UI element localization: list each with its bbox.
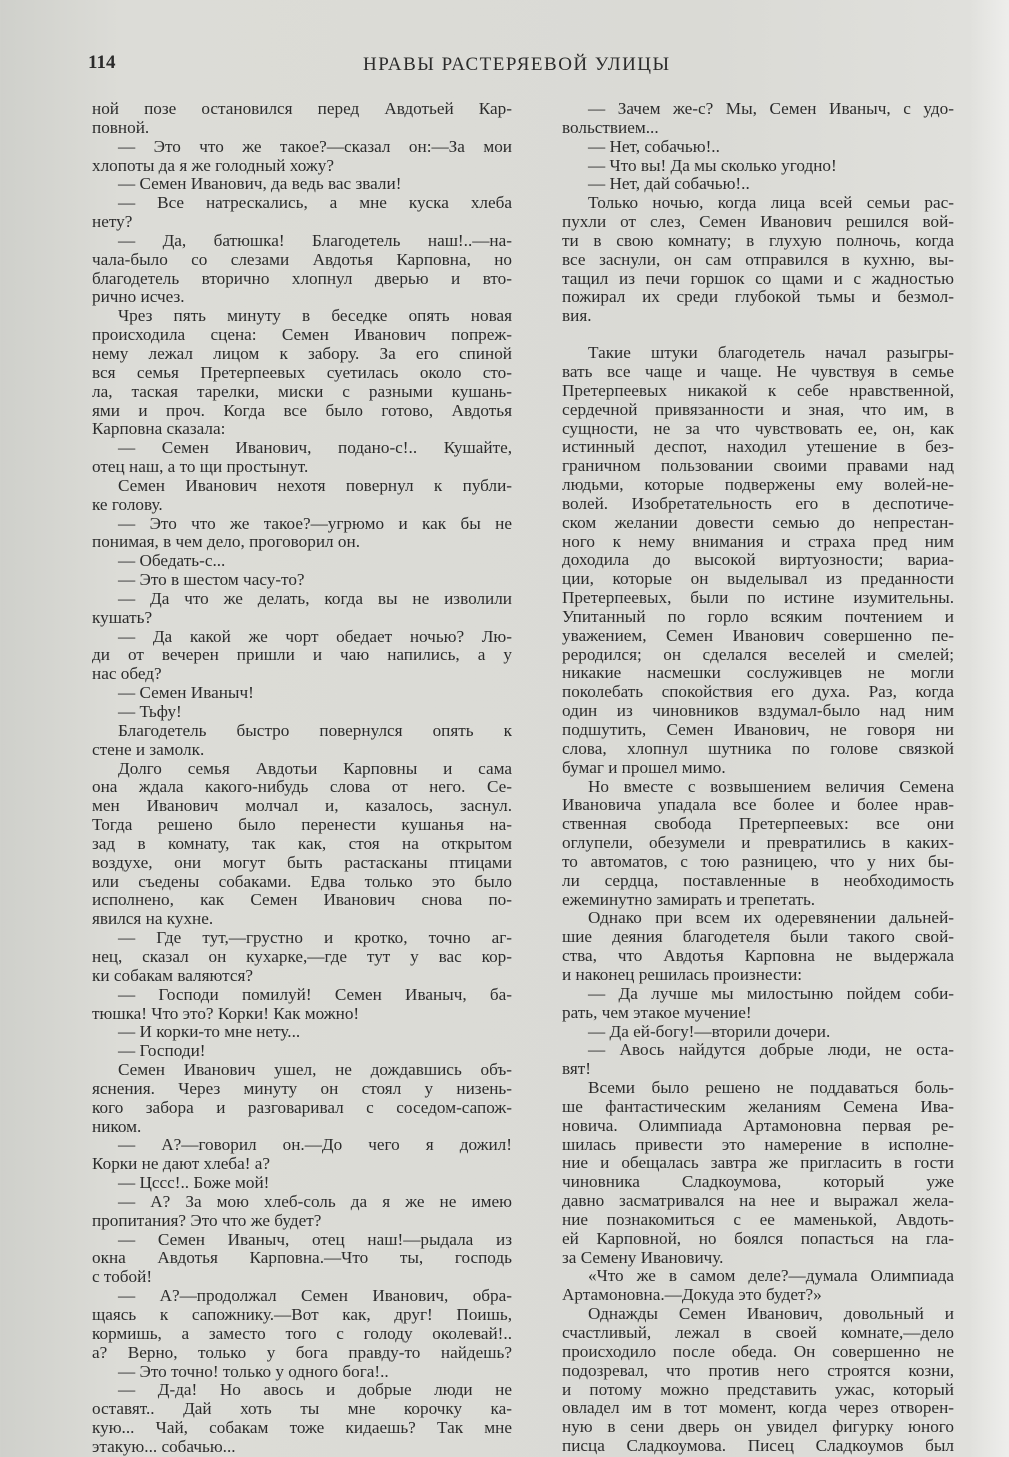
text-line: кормишь, а заместо того с голоду околевай!..	[92, 1323, 512, 1343]
text-line: благодетель вторично хлопнул дверью и вто-	[92, 268, 512, 288]
text-line: — Это в шестом часу-то?	[118, 570, 305, 590]
right-text-column	[562, 100, 954, 1456]
text-line: — Семен Иванович, да ведь вас звали!	[118, 174, 402, 194]
text-line: пухли от слез, Семен Иванович решился вой-	[562, 212, 954, 232]
text-line: тащил из печи горшок со щами и с жадностью	[562, 268, 954, 288]
text-line: Такие штуки благодетель начал разыгры-	[588, 343, 954, 363]
text-line: Претерпеевых, были по истине изумительны.	[562, 588, 954, 608]
text-line: кую... Чай, собакам тоже кидаешь? Так мне	[92, 1418, 512, 1438]
text-line: или съедены собаками. Едва только это было	[92, 871, 512, 891]
text-line: волей. Изобретательность его в деспотиче-	[562, 493, 954, 513]
text-line: — Авось найдутся добрые люди, не оста-	[588, 1040, 954, 1060]
text-line: ного к нему внимания и страха пред ним	[562, 531, 954, 551]
text-line: происходила сцена: Семен Иванович попреж-	[92, 325, 512, 345]
text-line: один из чиновников вздумал-было над ним	[562, 701, 954, 721]
text-line: нас обед?	[92, 664, 162, 684]
text-line: — Все натрескались, а мне куска хлеба	[118, 193, 512, 213]
text-line: — Семен Иванович, подано-с!.. Кушайте,	[118, 438, 512, 458]
text-line: щаясь к сапожнику.—Вот как, друг! Поишь,	[92, 1305, 512, 1324]
text-line: Упитанный по горло всяким почтением и	[562, 606, 954, 626]
text-line: она ждала какого-нибудь слова от него. Се-	[92, 777, 512, 797]
text-line: воздухе, они могут быть растасканы птицами	[92, 852, 512, 872]
text-line: — Нет, дай собачью!..	[588, 174, 750, 194]
text-line: никакие насмешки сослуживцев не могли	[562, 663, 954, 683]
text-line: за Семену Ивановичу.	[562, 1247, 724, 1267]
text-line: — Да что же делать, когда вы не изволили	[118, 588, 512, 608]
text-line: сущности, не за что чувствовать ее, он, как	[562, 418, 954, 438]
text-line: тюшка! Что это? Корки! Как можно!	[92, 1003, 360, 1023]
text-line: ше фантастическим желаниям Семена Ива-	[562, 1096, 954, 1116]
text-line: счастливый, лежал в своей комнате,—дело	[562, 1323, 954, 1342]
text-line: ей Карповной, но боялся попасться на гла-	[562, 1228, 954, 1248]
text-line: — Да лучше мы милостыню пойдем соби-	[588, 983, 954, 1003]
text-line: ние познакомиться с ее маменькой, Авдоть-	[562, 1209, 954, 1229]
text-line: Но вместе с возвышением величия Семена	[588, 776, 954, 796]
text-line: ла, таская тарелки, миски с разными кушань-	[92, 381, 512, 401]
text-line: подшутить, Семен Иванович, не говоря ни	[562, 720, 954, 739]
text-line: шилась привести это намерение в исполне-	[562, 1134, 954, 1154]
text-line: кушать?	[92, 607, 153, 627]
text-line: истинный деспот, находил утешение в без-	[562, 437, 954, 457]
text-line: Однажды Семен Иванович, довольный и	[588, 1304, 954, 1324]
text-line: оглупели, обезумели и превратились в каких-	[562, 833, 954, 853]
text-line: Однако при всем их одеревянении дальней-	[588, 908, 954, 928]
text-line: Претерпеевых никакой к себе нравственной,	[562, 380, 954, 400]
text-line: ли сердца, поставленные в необходимость	[562, 870, 954, 890]
text-line: с тобой!	[92, 1267, 153, 1287]
text-line: мен Иванович молчал и, казалось, заснул.	[92, 796, 512, 816]
text-line: — Д-да! Но авось и добрые люди не	[118, 1380, 512, 1400]
text-line: шие деяния благодетеля были такого свой-	[562, 927, 954, 947]
text-line: и наконец решилась произнести:	[562, 964, 803, 984]
text-line: рать, чем этакое мучение!	[562, 1002, 752, 1022]
text-line: ке голову.	[92, 494, 163, 514]
text-line: давно засматривался на нее и выражал жела-	[562, 1191, 954, 1211]
text-line: уважением, Семен Иванович совершенно пе-	[562, 625, 954, 645]
text-line: ние и обещалась завтра же пригласить в гости	[562, 1153, 954, 1173]
text-line: ском желании довести семью до непрестан-	[562, 512, 954, 532]
text-line: ди от вечерен пришли и чаю напились, а у	[92, 645, 512, 665]
text-line: хлопоты да я же голодный хожу?	[92, 155, 334, 175]
text-line: ки собакам валяются?	[92, 965, 253, 985]
text-line: — Нет, собачью!..	[588, 136, 720, 156]
running-title: НРАВЫ РАСТЕРЯЕВОЙ УЛИЦЫ	[363, 54, 671, 75]
text-line: Всеми было решено не поддаваться боль-	[588, 1078, 954, 1098]
text-line: писца Сладкоумова. Писец Сладкоумов был	[562, 1436, 954, 1456]
text-line: — Цссс!.. Боже мой!	[118, 1173, 270, 1193]
text-line: нету?	[92, 212, 133, 232]
text-line: кого забора и разговаривал с соседом-сапож-	[92, 1097, 512, 1117]
text-line: овладел им в тот момент, когда через отворен-	[562, 1398, 954, 1418]
text-line: явился на кухне.	[92, 909, 214, 929]
text-line: Семен Иванович ушел, не дождавшись объ-	[118, 1060, 512, 1080]
text-line: повной.	[92, 117, 150, 137]
page-header	[88, 52, 948, 82]
text-line: — Тьфу!	[118, 702, 182, 721]
text-line: вольствием...	[562, 117, 659, 137]
text-line: и потому можно представить ужас, который	[562, 1379, 954, 1399]
text-line: чала-было со слезами Авдотья Карповна, но	[92, 249, 512, 269]
text-line: новича. Олимпиада Артамоновна первая ре-	[562, 1115, 954, 1135]
text-line: — Да ей-богу!—вторили дочери.	[588, 1021, 831, 1041]
text-line: Семен Иванович нехотя повернул к публи-	[118, 475, 512, 495]
text-line: Благодетель быстро повернулся опять к	[118, 720, 512, 740]
text-line: то автоматов, с тою разницею, что у них бы-	[562, 851, 954, 871]
text-line: людьми, которые подвержены ему волей-не-	[562, 475, 954, 495]
text-line: — Господи!	[118, 1041, 206, 1061]
text-line: пропитания? Это что же будет?	[92, 1210, 322, 1230]
text-line: Долго семья Авдотьи Карповны и сама	[118, 758, 512, 778]
text-line: — А?—говорил он.—До чего я дожил!	[118, 1135, 512, 1155]
text-line: происходило после обеда. Он совершенно не	[562, 1341, 954, 1361]
text-line: — Господи помилуй! Семен Иваныч, ба-	[118, 984, 512, 1004]
text-line: ственная свобода Претерпеевых: все они	[562, 814, 954, 834]
text-line: — Семен Иваныч, отец наш!—рыдала из	[118, 1229, 512, 1249]
left-text-column	[92, 100, 512, 1457]
text-line: пожирал их среди глубокой тьмы и безмол-	[562, 287, 954, 307]
text-line: Ивановича упадала все более и более нрав-	[562, 795, 954, 815]
text-line: сердечной привязанности и зная, что им, в	[562, 399, 954, 419]
text-line: Только ночью, когда лица всей семьи рас-	[588, 193, 954, 213]
text-line: подозревал, что против него строятся козни,	[562, 1360, 954, 1380]
text-line: чиновника Сладкоумова, который уже	[562, 1172, 954, 1192]
text-line: вия.	[562, 306, 592, 326]
text-line: реродился; он сделался веселей и смелей;	[562, 644, 954, 664]
page-number: 114	[88, 52, 116, 73]
text-line: — Это что же такое?—сказал он:—За мои	[118, 136, 512, 156]
text-line: этакую... собачью...	[92, 1436, 236, 1456]
text-line: Артамоновна.—Докуда это будет?»	[562, 1285, 822, 1305]
text-line: ции, которые он выделывал из преданности	[562, 569, 954, 589]
text-line: «Что же в самом деле?—думала Олимпиада	[588, 1266, 954, 1286]
text-line: — Это что же такое?—угрюмо и как бы не	[118, 513, 512, 533]
text-line: поколебать спокойствия его духа. Раз, когда	[562, 682, 954, 702]
text-line: — И корки-то мне нету...	[118, 1022, 301, 1042]
text-line: понимая, в чем дело, проговорил он.	[92, 532, 361, 552]
text-line: — Обедать-с...	[118, 551, 226, 571]
text-line: нему лежал лицом к забору. За его спиной	[92, 343, 512, 363]
text-line: окна Авдотья Карповна.—Что ты, господь	[92, 1248, 512, 1268]
text-line: стене и замолк.	[92, 739, 205, 759]
text-line: ями и проч. Когда все было готово, Авдотья	[92, 400, 512, 420]
text-line: а? Верно, только у бога правду-то найдешь?	[92, 1342, 512, 1362]
text-line: слова, хлопнул шутника по голове связкой	[562, 738, 954, 758]
text-line: бумаг и прошел мимо.	[562, 757, 726, 777]
text-line: — Где тут,—грустно и кротко, точно аг-	[118, 928, 512, 948]
text-line: — Что вы! Да мы сколько угодно!	[588, 155, 837, 175]
text-line: Корки не дают хлеба! а?	[92, 1154, 271, 1174]
text-line: Тогда решено было перенести кушанья на-	[92, 815, 512, 835]
text-line: вят!	[562, 1059, 592, 1079]
text-line: — Да, батюшка! Благодетель наш!..—на-	[118, 230, 512, 250]
text-line: исполнено, как Семен Иванович снова по-	[92, 890, 512, 910]
text-line: ной позе остановился перед Авдотьей Кар-	[92, 99, 512, 118]
text-line: ную в сени дверь он увидел фигурку юного	[562, 1417, 954, 1437]
text-line: — Зачем же-с? Мы, Семен Иваныч, с удо-	[588, 99, 954, 118]
text-line: зад в комнату, так как, стоя на открытом	[92, 833, 512, 853]
text-line: ником.	[92, 1116, 142, 1136]
text-line: отец наш, а то щи простынут.	[92, 457, 309, 477]
text-line: вся семья Претерпеевых суетилась около сто-	[92, 362, 512, 382]
text-line: доходила до высокой виртуозности; вариа-	[562, 550, 954, 570]
text-line: нец, сказал он кухарке,—где тут у вас кор-	[92, 946, 512, 966]
text-line: все заснули, он сам отправился в кухню, вы-	[562, 249, 954, 269]
text-line: Чрез пять минуту в беседке опять новая	[118, 306, 512, 326]
text-line: ти в свою комнату; в глухую полночь, когда	[562, 230, 954, 250]
text-line: — Семен Иваныч!	[118, 683, 254, 703]
text-line: — А? За мою хлеб-соль да я же не имею	[118, 1191, 512, 1211]
text-line: граничном пользовании своими правами над	[562, 456, 954, 476]
text-line: — Да какой же чорт обедает ночью? Лю-	[118, 626, 512, 646]
text-line: ства, что Авдотья Карповна не выдержала	[562, 946, 954, 966]
text-line: ежеминутно замирать и трепетать.	[562, 889, 816, 909]
paragraph-gap	[562, 326, 954, 344]
text-line: Карповна сказала:	[92, 419, 226, 439]
text-line: рично исчез.	[92, 287, 185, 307]
text-line: оставят.. Дай хоть ты мне корочку ка-	[92, 1399, 512, 1419]
text-line: — А?—продолжал Семен Иванович, обра-	[118, 1286, 512, 1306]
text-line: вать все чаще и чаще. Не чувствуя в семье	[562, 361, 954, 381]
text-line: — Это точно! только у одного бога!..	[118, 1361, 389, 1381]
text-line: яснения. Через минуту он стоял у низень-	[92, 1078, 512, 1098]
